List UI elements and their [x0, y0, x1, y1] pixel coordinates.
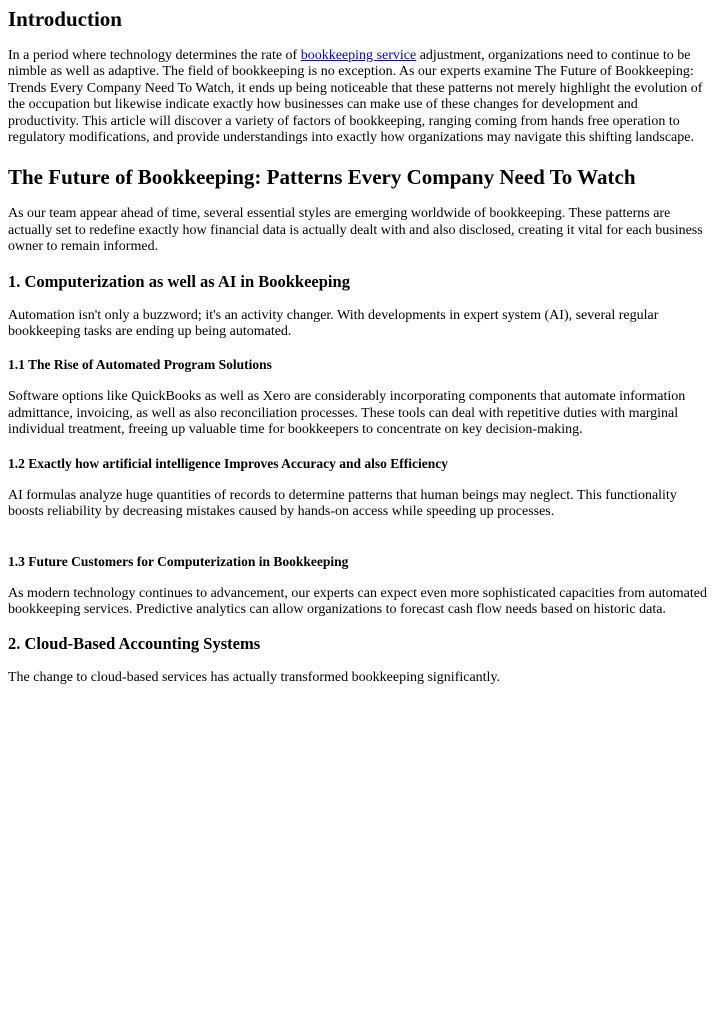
main-paragraph: As our team appear ahead of time, several essential styles are emerging worldwide of bookkeeping. These patterns are actually set to redefine exactly how financial data is actually dealt with and also disclosed, creating it vital for each business owner to remain informed. — [8, 206, 703, 255]
section-1-paragraph: Automation isn't only a buzzword; it's an activity changer. With developments in expert system (AI), several regular bookkeeping tasks are ending up being automated. — [8, 307, 659, 340]
main-heading: The Future of Bookkeeping: Patterns Every Company Need To Watch — [8, 165, 636, 190]
section-2-paragraph: The change to cloud-based services has actually transformed bookkeeping significantly. — [8, 670, 501, 686]
intro-text-after-link: adjustment, organizations need to continue to be nimble as well as adaptive. The field of bookkeeping is no exception. As our experts examine The Future of Bookkeeping: Trends Every Company Need To Watch, it ends up being noticeable that these patterns not merely highlight the evolution of the occupation but likewise indicate exactly how businesses can make use of these changes for development and productivity. This article will discover a variety of factors of bookkeeping, ranging coming from hands free operation to regulatory modifications, and provide understandings into exactly how organizations may navigate this shifting landscape. — [8, 48, 703, 146]
subsection-1-2-paragraph: AI formulas analyze huge quantities of records to determine patterns that human beings may neglect. This functionality boosts reliability by decreasing mistakes caused by hands-on access while speeding up processes. — [8, 487, 677, 520]
subsection-1-1-paragraph: Software options like QuickBooks as well as Xero are considerably incorporating components that automate information admittance, invoicing, as well as also reconciliation processes. These tools can deal with repetitive duties with marginal individual treatment, freeing up valuable time for bookkeepers to concentrate on key decision-making. — [8, 389, 686, 438]
intro-text-before-link: In a period where technology determines the rate of — [8, 48, 301, 63]
subsection-1-3-paragraph: As modern technology continues to advancement, our experts can expect even more sophisticated capacities from automated bookkeeping services. Predictive analytics can allow organizations to forecast cash flow needs based on historic data. — [8, 585, 707, 617]
subsection-1-2-heading: 1.2 Exactly how artificial intelligence Improves Accuracy and also Efficiency — [8, 455, 448, 471]
section-1-heading: 1. Computerization as well as AI in Bookkeeping — [8, 271, 350, 291]
subsection-1-3-heading: 1.3 Future Customers for Computerization in Bookkeeping — [8, 553, 349, 569]
intro-paragraph — [8, 48, 712, 146]
section-2-heading: 2. Cloud-Based Accounting Systems — [8, 634, 261, 654]
bookkeeping-service-link[interactable]: bookkeeping service — [300, 48, 417, 63]
subsection-1-1-heading: 1.1 The Rise of Automated Program Solutions — [8, 357, 272, 373]
intro-heading: Introduction — [8, 7, 122, 31]
